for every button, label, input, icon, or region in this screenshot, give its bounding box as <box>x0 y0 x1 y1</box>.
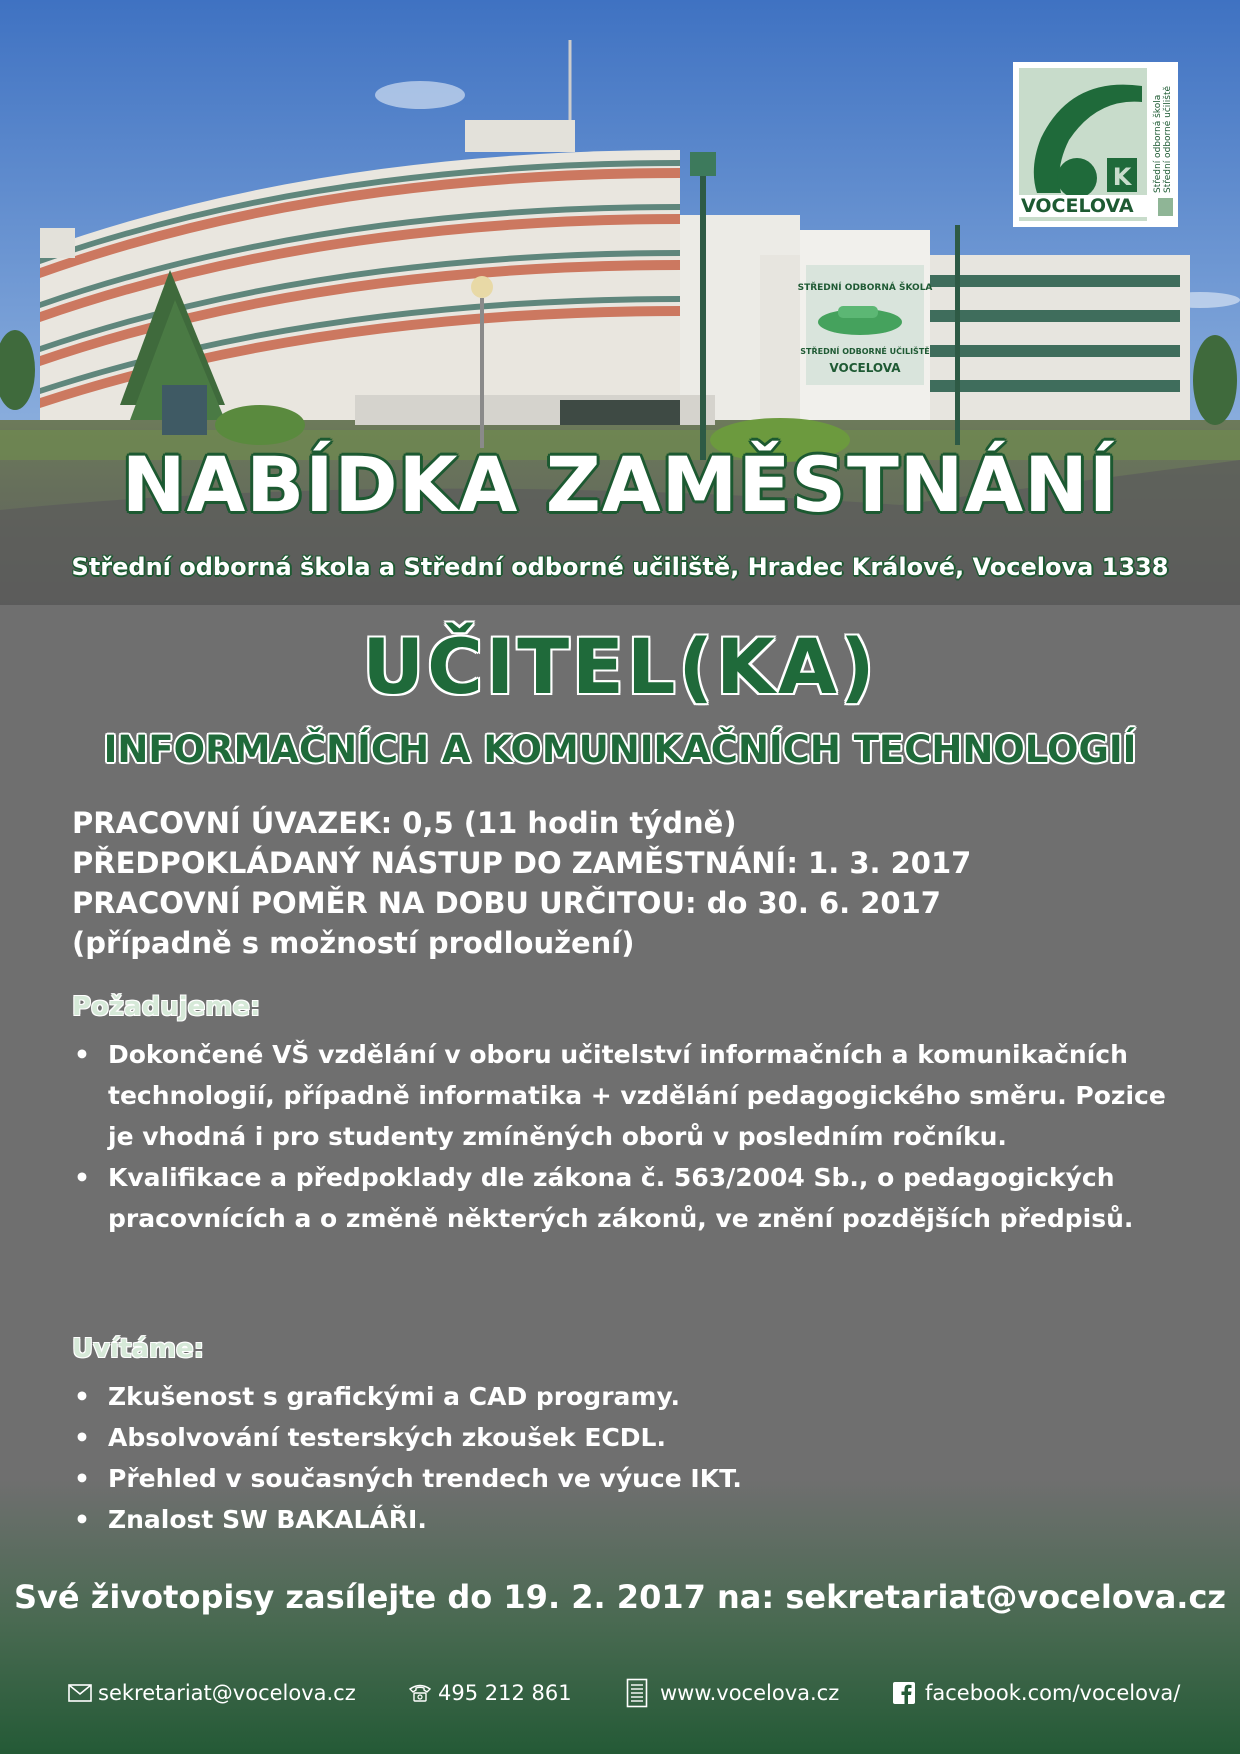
logo-letter: K <box>1112 163 1132 191</box>
term-contract-period: PRACOVNÍ POMĚR NA DOBU URČITOU: do 30. 6. 2017 <box>72 886 941 920</box>
footer-website[interactable] <box>626 1676 839 1710</box>
bullet-icon: • <box>74 1382 90 1411</box>
building-sign-line3: VOCELOVA <box>829 361 901 375</box>
bullet-icon: • <box>74 1505 90 1534</box>
school-name: Střední odborná škola a Střední odborné učiliště, Hradec Králové, Vocelova 1338 <box>71 553 1169 581</box>
list-item <box>72 1376 1182 1417</box>
requirement-text: Kvalifikace a předpoklady dle zákona č. 563/2004 Sb., o pedagogických pracovnících a o změně některých zákonů, ve znění pozdějších předpisů. <box>108 1163 1134 1233</box>
welcome-list <box>72 1376 1182 1540</box>
phone-icon <box>408 1683 432 1703</box>
list-item <box>72 1034 1182 1157</box>
building-sign-line1: STŘEDNÍ ODBORNÁ ŠKOLA <box>797 283 933 293</box>
requirements-heading <box>72 992 260 1022</box>
contact-footer <box>0 1676 1240 1716</box>
application-call-to-action: Své životopisy zasílejte do 19. 2. 2017 na: sekretariat@vocelova.cz <box>13 1578 1227 1616</box>
footer-email[interactable] <box>68 1676 356 1710</box>
footer-facebook[interactable] <box>893 1676 1180 1710</box>
term-start-date: PŘEDPOKLÁDANÝ NÁSTUP DO ZAMĚSTNÁNÍ: 1. 3. 2017 <box>72 846 972 880</box>
welcome-heading <box>72 1334 204 1364</box>
welcome-text: Přehled v současných trendech ve výuce IKT. <box>108 1464 742 1493</box>
envelope-icon <box>68 1684 92 1702</box>
page-headline: NABÍDKA ZAMĚSTNÁNÍ <box>121 440 1119 529</box>
logo-side-text: Střední odborná škola Střední odborné učiliště <box>1153 85 1173 193</box>
term-workload: PRACOVNÍ ÚVAZEK: 0,5 (11 hodin týdně) <box>72 806 737 840</box>
footer-phone[interactable] <box>408 1676 572 1710</box>
building-sign-line2: STŘEDNÍ ODBORNÉ UČILIŠTĚ <box>800 347 930 356</box>
welcome-text: Znalost SW BAKALÁŘI. <box>108 1505 427 1534</box>
footer-website-text: www.vocelova.cz <box>660 1681 840 1705</box>
footer-facebook-text: facebook.com/vocelova/ <box>925 1681 1181 1705</box>
logo-accent-square <box>1158 198 1173 216</box>
job-subtitle: INFORMAČNÍCH A KOMUNIKAČNÍCH TECHNOLOGIÍ <box>103 728 1137 771</box>
list-item <box>72 1499 1182 1540</box>
bullet-icon: • <box>74 1163 90 1192</box>
requirement-text: Dokončené VŠ vzdělání v oboru učitelství informačních a komunikačních technologií, případně informatika + vzdělání pedagogického směru. Pozice je vhodná i pro studenty zmíněných oborů v posledním ročníku. <box>108 1040 1166 1151</box>
employment-terms <box>72 803 1192 963</box>
welcome-text: Absolvování testerských zkoušek ECDL. <box>108 1423 666 1452</box>
logo-wordmark: VOCELOVA <box>1019 195 1161 217</box>
list-item <box>72 1417 1182 1458</box>
list-item <box>72 1157 1182 1239</box>
footer-email-text: sekretariat@vocelova.cz <box>98 1681 356 1705</box>
job-title: UČITEL(KA) <box>362 622 878 711</box>
facebook-icon <box>893 1682 915 1704</box>
school-logo <box>1013 62 1178 227</box>
requirements-heading-text: Požadujeme: <box>72 992 261 1022</box>
bullet-icon: • <box>74 1464 90 1493</box>
requirements-list <box>72 1034 1182 1239</box>
term-extension-note: (případně s možností prodloužení) <box>72 926 635 960</box>
document-icon <box>626 1678 648 1708</box>
bullet-icon: • <box>74 1423 90 1452</box>
welcome-heading-text: Uvítáme: <box>72 1334 205 1364</box>
welcome-text: Zkušenost s grafickými a CAD programy. <box>108 1382 680 1411</box>
bullet-icon: • <box>74 1040 90 1069</box>
list-item <box>72 1458 1182 1499</box>
footer-phone-text: 495 212 861 <box>438 1681 572 1705</box>
